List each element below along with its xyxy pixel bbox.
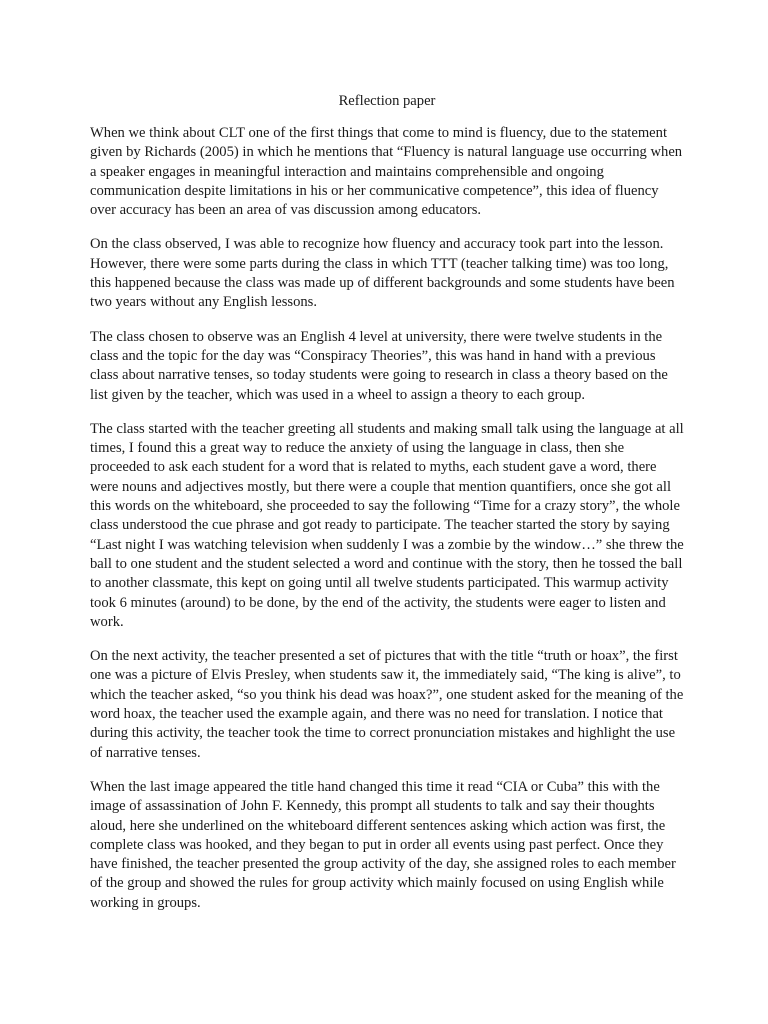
paragraph: When we think about CLT one of the first things that come to mind is fluency, due to the statement given by Richards (2005) in which he mentions that “Fluency is natural language use occurring when a speaker engages in meaningful interaction and maintains comprehensible and ongoing communication despite limitations in his or her communicative competence”, this idea of fluency over accuracy has been an area of vas discussion among educators.: [90, 125, 683, 219]
document-title: Reflection paper: [338, 93, 436, 109]
paragraph: When the last image appeared the title hand changed this time it read “CIA or Cuba” this with the image of assassination of John F. Kennedy, this prompt all students to talk and say their thoughts aloud, here she underlined on the whiteboard different sentences asking which action was first, the complete class was hooked, and they began to put in order all events using past perfect. Once they have finished, the teacher presented the group activity of the day, she assigned roles to each member of the group and showed the rules for group activity which mainly focused on using English while working in groups.: [90, 778, 676, 911]
paragraph: The class started with the teacher greeting all students and making small talk using the language at all times, I found this a great way to reduce the anxiety of using the language in class, then she proceeded to ask each student for a word that is related to myths, each student gave a word, there were nouns and adjectives mostly, but there were a couple that mention quantifiers, once she got all this words on the whiteboard, she proceeded to say the following “Time for a crazy story”, the whole class understood the cue phrase and got ready to participate. The teacher started the story by saying “Last night I was watching television when suddenly I was a zombie by the window…” she threw the ball to one student and the student selected a word and continue with the story, then he tossed the ball to another classmate, this kept on going until all twelve students participated. This warmup activity took 6 minutes (around) to be done, by the end of the activity, the students were eager to listen and work.: [90, 420, 684, 630]
document-page: [90, 92, 684, 928]
paragraph: On the class observed, I was able to recognize how fluency and accuracy took part into the lesson. However, there were some parts during the class in which TTT (teacher talking time) was too long, this happened because the class was made up of different backgrounds and some students have been two years without any English lessons.: [90, 236, 675, 311]
paragraph: On the next activity, the teacher presented a set of pictures that with the title “truth or hoax”, the first one was a picture of Elvis Presley, when students saw it, the immediately said, “The king is alive”, to which the teacher asked, “so you think his dead was hoax?”, one student asked for the meaning of the word hoax, the teacher used the example again, and there was no need for translation. I notice that during this activity, the teacher took the time to correct pronunciation mistakes and highlight the use of narrative tenses.: [90, 648, 684, 761]
paragraph: The class chosen to observe was an English 4 level at university, there were twelve students in the class and the topic for the day was “Conspiracy Theories”, this was hand in hand with a previous class about narrative tenses, so today students were going to research in class a theory based on the list given by the teacher, which was used in a wheel to assign a theory to each group.: [90, 328, 668, 403]
